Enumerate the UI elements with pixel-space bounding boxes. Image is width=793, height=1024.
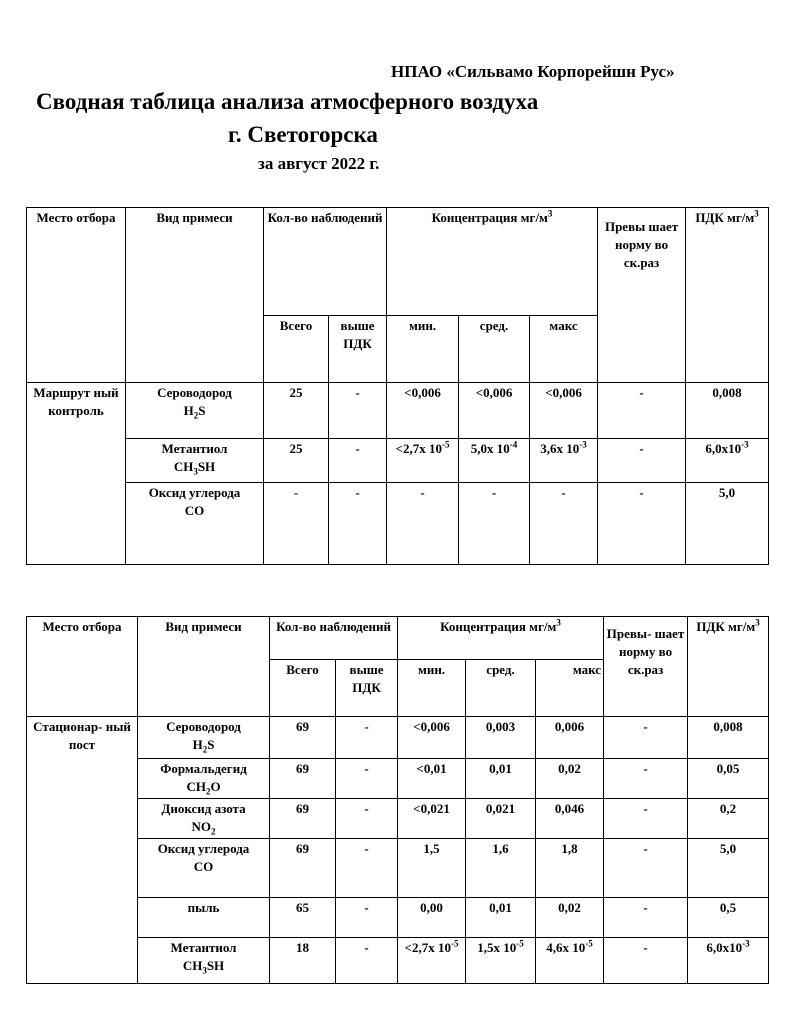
max-cell: 4,6x $10^{-5}$ — [536, 938, 604, 984]
document-title: Сводная таблица анализа атмосферного воздуха — [36, 89, 539, 114]
above-pdk-cell: - — [336, 759, 398, 799]
above-pdk-cell: - — [336, 717, 398, 759]
impurity-cell: Оксид углерода CO — [138, 839, 270, 898]
max-cell: 0,046 — [536, 799, 604, 839]
min-cell: <0,006 — [398, 717, 466, 759]
pdk-cell: 0,05 — [688, 759, 769, 799]
table-row — [27, 839, 769, 898]
header-pdk: ПДК $мг/м^3$ — [688, 617, 769, 717]
total-cell: 69 — [270, 839, 336, 898]
impurity-cell: Диоксид азота $NO_2$ — [138, 799, 270, 839]
header-min: мин. — [387, 316, 459, 383]
header-total: Всего — [264, 316, 329, 383]
above-pdk-cell: - — [329, 383, 387, 439]
min-cell: 1,5 — [398, 839, 466, 898]
pdk-cell: $6,0x10^{-3}$ — [688, 938, 769, 984]
exceed-cell: - — [604, 898, 688, 938]
total-cell: 25 — [264, 439, 329, 483]
exceed-cell: - — [598, 483, 686, 565]
above-pdk-cell: - — [336, 799, 398, 839]
header-concentration: Концентрация $мг/м^3$ — [387, 208, 598, 316]
above-pdk-cell: - — [329, 483, 387, 565]
table-row — [27, 938, 769, 984]
header-min: мин. — [398, 660, 466, 717]
total-cell: 69 — [270, 717, 336, 759]
table-row — [27, 759, 769, 799]
table-row — [27, 717, 769, 759]
max-cell: 3,6x $10^{-3}$ — [530, 439, 598, 483]
table-row — [27, 483, 769, 565]
total-cell: 65 — [270, 898, 336, 938]
impurity-cell: Формальдегид $CH_2O$ — [138, 759, 270, 799]
max-cell: <0,006 — [530, 383, 598, 439]
avg-cell: 0,01 — [466, 759, 536, 799]
header-impurity: Вид примеси — [138, 617, 270, 717]
exceed-cell: - — [604, 938, 688, 984]
header-above-pdk: выше ПДК — [336, 660, 398, 717]
exceed-cell: - — [604, 799, 688, 839]
avg-cell: 1,5x $10^{-5}$ — [466, 938, 536, 984]
avg-cell: - — [459, 483, 530, 565]
max-cell: 0,02 — [536, 898, 604, 938]
pdk-cell: 0,008 — [688, 717, 769, 759]
avg-cell: 0,021 — [466, 799, 536, 839]
total-cell: 18 — [270, 938, 336, 984]
impurity-cell: Метантиол $CH_3SH$ — [138, 938, 270, 984]
header-max: макс — [530, 316, 598, 383]
total-cell: - — [264, 483, 329, 565]
pdk-cell: $6,0x10^{-3}$ — [686, 439, 769, 483]
header-total: Всего — [270, 660, 336, 717]
impurity-cell: пыль — [138, 898, 270, 938]
max-cell: 0,02 — [536, 759, 604, 799]
impurity-cell: Метантиол $CH_3SH$ — [126, 439, 264, 483]
avg-cell: 1,6 — [466, 839, 536, 898]
header-pdk: ПДК $мг/м^3$ — [686, 208, 769, 383]
total-cell: 69 — [270, 759, 336, 799]
min-cell: <2,7x $10^{-5}$ — [387, 439, 459, 483]
table-row — [27, 383, 769, 439]
total-cell: 69 — [270, 799, 336, 839]
exceed-cell: - — [604, 717, 688, 759]
route-control-table — [26, 207, 769, 565]
above-pdk-cell: - — [336, 839, 398, 898]
min-cell: - — [387, 483, 459, 565]
impurity-cell: Сероводород $H_2S$ — [126, 383, 264, 439]
max-cell: 0,006 — [536, 717, 604, 759]
organization-name: НПАО «Сильвамо Корпорейшн Рус» — [391, 62, 675, 81]
min-cell: 0,00 — [398, 898, 466, 938]
header-count: Кол-во наблюдений — [270, 617, 398, 660]
pdk-cell: 5,0 — [688, 839, 769, 898]
exceed-cell: - — [598, 439, 686, 483]
impurity-cell: Оксид углерода CO — [126, 483, 264, 565]
report-period: за август 2022 г. — [258, 154, 380, 173]
min-cell: <0,021 — [398, 799, 466, 839]
header-avg: сред. — [466, 660, 536, 717]
header-avg: сред. — [459, 316, 530, 383]
avg-cell: <0,006 — [459, 383, 530, 439]
total-cell: 25 — [264, 383, 329, 439]
max-cell: 1,8 — [536, 839, 604, 898]
table-row — [27, 799, 769, 839]
avg-cell: 5,0x $10^{-4}$ — [459, 439, 530, 483]
avg-cell: 0,01 — [466, 898, 536, 938]
max-cell: - — [530, 483, 598, 565]
header-max: макс — [536, 660, 604, 717]
place-cell: Стационар- ный пост — [27, 717, 138, 984]
table-row — [27, 439, 769, 483]
pdk-cell: 0,5 — [688, 898, 769, 938]
place-cell: Маршрут ный контроль — [27, 383, 126, 565]
above-pdk-cell: - — [336, 898, 398, 938]
table-row — [27, 898, 769, 938]
impurity-cell: Сероводород $H_2S$ — [138, 717, 270, 759]
header-count: Кол-во наблюдений — [264, 208, 387, 316]
min-cell: <2,7x $10^{-5}$ — [398, 938, 466, 984]
header-exceed: Превы- шает норму во ск.раз — [604, 617, 688, 717]
document-title-city: г. Светогорска — [228, 122, 378, 147]
stationary-post-table — [26, 616, 769, 984]
above-pdk-cell: - — [336, 938, 398, 984]
header-above-pdk: выше ПДК — [329, 316, 387, 383]
above-pdk-cell: - — [329, 439, 387, 483]
pdk-cell: 0,008 — [686, 383, 769, 439]
header-exceed: Превы шает норму во ск.раз — [598, 208, 686, 383]
pdk-cell: 0,2 — [688, 799, 769, 839]
exceed-cell: - — [598, 383, 686, 439]
min-cell: <0,01 — [398, 759, 466, 799]
min-cell: <0,006 — [387, 383, 459, 439]
header-place: Место отбора — [27, 617, 138, 717]
header-place: Место отбора — [27, 208, 126, 383]
pdk-cell: 5,0 — [686, 483, 769, 565]
header-concentration: Концентрация $мг/м^3$ — [398, 617, 604, 660]
header-impurity: Вид примеси — [126, 208, 264, 383]
exceed-cell: - — [604, 759, 688, 799]
exceed-cell: - — [604, 839, 688, 898]
avg-cell: 0,003 — [466, 717, 536, 759]
